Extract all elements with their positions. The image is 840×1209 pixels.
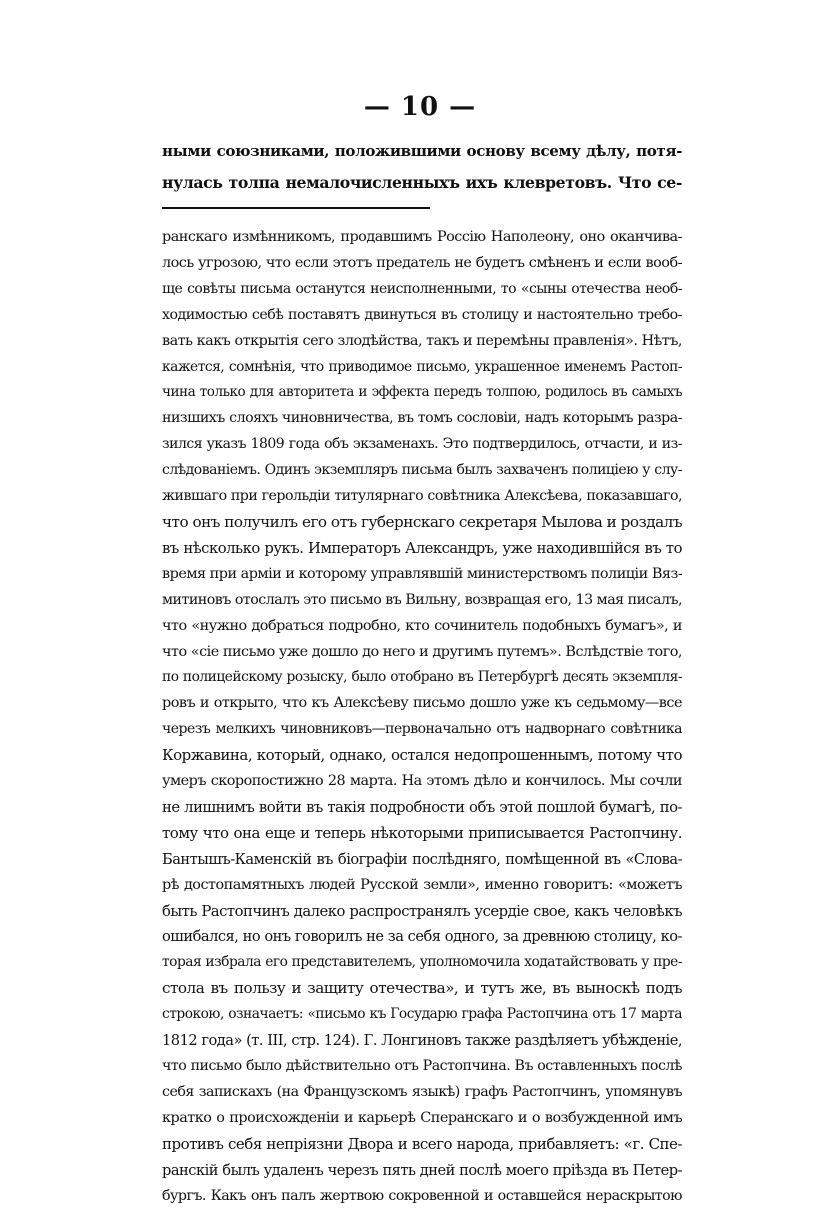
- footnote-line: низшихъ слояхъ чиновничества, въ томъ сословіи, надъ которымъ разра-: [162, 410, 682, 427]
- footnote-line: кажется, сомнѣнія, что приводимое письмо, украшенное именемъ Растоп-: [162, 358, 682, 375]
- footnote-line: не лишнимъ войти въ такія подробности объ этой пошлой бумагѣ, по-: [162, 798, 682, 816]
- footnote-line: лось угрозою, что если этотъ предатель не будетъ смѣненъ и если вооб-: [162, 254, 682, 271]
- footnote-line: время при арміи и которому управлявшій министерствомъ полиціи Вяз-: [162, 565, 682, 582]
- footnote-line: стола въ пользу и защиту отечества», и тутъ же, въ выноскѣ подъ: [162, 979, 682, 998]
- main-text-line: ными союзниками, положившими основу всему дѣлу, потя-: [162, 142, 682, 160]
- footnote-block: [162, 225, 682, 1209]
- page-number: — 10 —: [363, 92, 477, 122]
- footnote-line: что «нужно добраться подробно, кто сочинитель подобныхъ бумагъ», и: [162, 617, 682, 634]
- footnote-line: ровъ и открыто, что къ Алексѣеву письмо дошло уже къ седьмому—все: [162, 695, 682, 712]
- footnote-line: Коржавина, который, однако, остался недопрошеннымъ, потому что: [162, 746, 682, 765]
- footnote-line: ранскій былъ удаленъ черезъ пять дней послѣ моего пріѣзда въ Петер-: [162, 1161, 682, 1179]
- footnote-line: въ нѣсколько рукъ. Императоръ Александръ, уже находившійся въ то: [162, 539, 682, 557]
- footnote-line: Бантышъ-Каменскій въ біографіи послѣдняго, помѣщенной въ «Слова-: [162, 850, 682, 868]
- footnote-line: противъ себя непріязни Двора и всего народа, прибавляетъ: «г. Спе-: [162, 1134, 682, 1153]
- footnote-line: бургъ. Какъ онъ палъ жертвою сокровенной и оставшейся нераскрытою: [162, 1187, 682, 1204]
- footnote-line: зился указъ 1809 года объ экзаменахъ. Это подтвердилось, отчасти, и из-: [162, 436, 682, 453]
- footnote-line: митиновъ отослалъ это письмо въ Вильну, возвращая его, 13 мая писалъ,: [162, 591, 682, 608]
- footnote-line: быть Растопчинъ далеко распространялъ усердіе свое, какъ человѣкъ: [162, 902, 682, 920]
- footnote-line: ранскаго измѣнникомъ, продавшимъ Россію Наполеону, оно оканчива-: [162, 229, 682, 245]
- footnote-line: строкою, означаетъ: «письмо къ Государю графа Растопчина отъ 17 марта: [162, 1006, 682, 1023]
- footnote-line: вать какъ открытія сего злодѣйства, такъ и перемѣны правленія». Нѣтъ,: [162, 332, 682, 349]
- footnote-line: черезъ мелкихъ чиновниковъ—первоначально отъ надворнаго совѣтника: [162, 721, 682, 738]
- footnote-separator-rule: [162, 207, 430, 209]
- footnote-line: рѣ достопамятныхъ людей Русской земли», именно говоритъ: «можетъ: [162, 876, 682, 893]
- footnote-line: кратко о происхожденіи и карьерѣ Сперанскаго и о возбужденной имъ: [162, 1109, 682, 1126]
- footnote-line: слѣдованіемъ. Одинъ экземпляръ письма былъ захваченъ полиціею у слу-: [162, 462, 682, 479]
- footnote-line: жившаго при герольдіи титулярнаго совѣтника Алексѣева, показавшаго,: [162, 488, 682, 505]
- footnote-line: по полицейскому розыску, было отобрано въ Петербургѣ десять экземпля-: [162, 669, 682, 686]
- footnote-line: ошибался, но онъ говорилъ не за себя одного, за древнюю столицу, ко-: [162, 928, 682, 946]
- main-text-line: нулась толпа немалочисленныхъ ихъ клевретовъ. Что се-: [162, 173, 682, 192]
- footnote-line: что «сіе письмо уже дошло до него и другимъ путемъ». Вслѣдствіе того,: [162, 643, 682, 660]
- main-text-block: [162, 135, 682, 199]
- footnote-line: что онъ получилъ его отъ губернскаго секретаря Мылова и роздалъ: [162, 512, 682, 531]
- footnote-line: 1812 года» (т. III, стр. 124). Г. Лонгиновъ также раздѣляетъ убѣжденіе,: [162, 1032, 682, 1050]
- footnote-line: себя запискахъ (на Французскомъ языкѣ) графъ Растопчинъ, упомянувъ: [162, 1083, 682, 1100]
- footnote-line: тому что она еще и теперь нѣкоторыми приписывается Растопчину.: [162, 823, 682, 842]
- footnote-line: что письмо было дѣйствительно отъ Растопчина. Въ оставленныхъ послѣ: [162, 1058, 682, 1074]
- footnote-line: умеръ скоропостижно 28 марта. На этомъ дѣло и кончилось. Мы сочли: [162, 773, 682, 790]
- footnote-line: ще совѣты письма останутся неисполненными, то «сыны отечества необ-: [162, 280, 682, 297]
- footnote-line: чина только для авторитета и эффекта передъ толпою, родилось въ самыхъ: [162, 384, 682, 401]
- footnote-line: ходимостью себѣ поставятъ двинуться въ столицу и настоятельно требо-: [162, 306, 682, 323]
- footnote-line: торая избрала его представителемъ, уполномочила ходатайствовать у пре-: [162, 954, 682, 971]
